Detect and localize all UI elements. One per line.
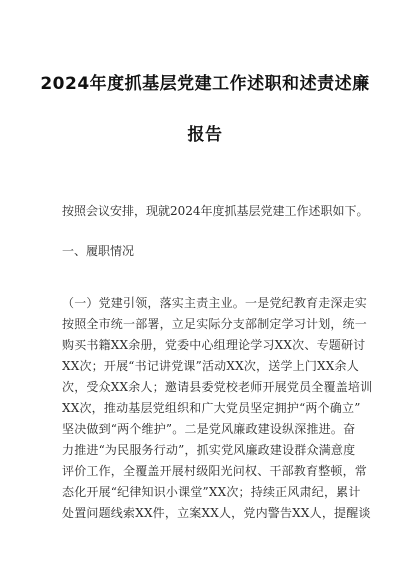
body-line: 评价工作，全覆盖开展村级阳光问权、干部教育整顿，常 xyxy=(62,464,368,478)
body-line: 态化开展“纪律知识小课堂”XX次；持续正风肃纪，累计 xyxy=(62,485,361,499)
body-line: 力推进“为民服务行动”，抓实党风廉政建设群众满意度 xyxy=(62,443,356,457)
body-line: XX次；开展“书记讲党课”活动XX次，送学上门XX余人 xyxy=(62,359,359,373)
body-line: 次，受众XX余人；邀请县委党校老师开展党员全覆盖培训 xyxy=(62,380,373,394)
body-line: 处置问题线索XX件，立案XX人，党内警告XX人，提醒谈 xyxy=(62,506,371,520)
document-title-line-2: 报告 xyxy=(187,125,223,145)
document-title-line-1: 2024年度抓基层党建工作述职和述责述廉 xyxy=(40,74,370,94)
body-line: 坚决做到“两个维护”。二是党风廉政建设纵深推进。奋 xyxy=(62,422,356,436)
body-line: 购买书籍XX余册，党委中心组理论学习XX次、专题研讨 xyxy=(62,338,366,352)
body-line: XX次，推动基层党组织和广大党员坚定拥护“两个确立” xyxy=(62,401,361,415)
section-heading: 一、履职情况 xyxy=(62,244,135,258)
intro-paragraph: 按照会议安排，现就2024年度抓基层党建工作述职如下。 xyxy=(62,204,369,218)
body-line: （一）党建引领，落实主责主业。一是党纪教育走深走实 xyxy=(62,296,368,310)
body-line: 按照全市统一部署，立足实际分支部制定学习计划，统一 xyxy=(62,317,368,331)
